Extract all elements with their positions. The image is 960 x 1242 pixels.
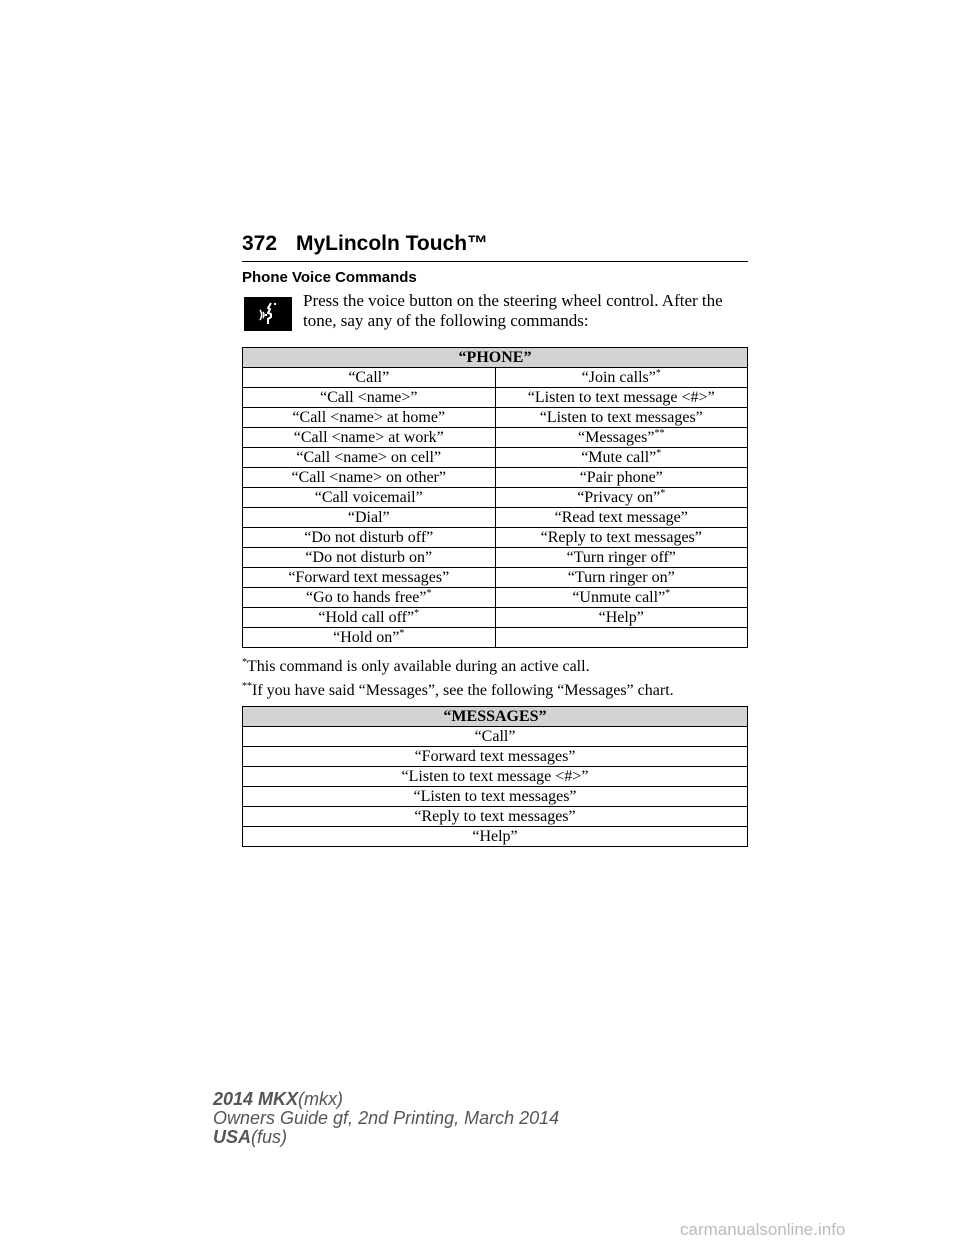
table-cell <box>243 588 496 608</box>
table-cell <box>495 368 748 388</box>
footer-market-code: (fus) <box>251 1127 288 1147</box>
command-text: “Read text message” <box>554 509 688 526</box>
footnote-text: This command is only available during an active call. <box>247 658 590 675</box>
table-row <box>243 368 748 388</box>
table-row <box>243 528 748 548</box>
command-text: “Listen to text messages” <box>539 409 703 426</box>
footer-market: USA <box>213 1127 252 1147</box>
command-text: “Call” <box>348 369 390 386</box>
table-cell <box>495 528 748 548</box>
table-cell <box>495 628 748 648</box>
command-text: “Privacy on” <box>577 489 661 506</box>
command-text: “Join calls” <box>581 369 656 386</box>
table-row <box>243 548 748 568</box>
table-row <box>243 388 748 408</box>
command-text: “Call <name> on other” <box>291 469 446 486</box>
footer-line-model <box>213 1090 559 1109</box>
table-row <box>243 827 748 847</box>
table-row <box>243 508 748 528</box>
footnote-mark: * <box>426 588 432 599</box>
table-cell <box>495 488 748 508</box>
page-header <box>242 231 748 262</box>
command-text: “Call <name> at home” <box>292 409 446 426</box>
footer-line-market <box>213 1128 559 1147</box>
table-cell <box>243 528 496 548</box>
footnote-mark: * <box>665 588 671 599</box>
command-text: “Hold call off” <box>318 609 415 626</box>
table-cell: “Forward text messages” <box>243 747 748 767</box>
table-cell <box>495 588 748 608</box>
table-row <box>243 727 748 747</box>
command-text: “Pair phone” <box>579 469 663 486</box>
table-row <box>243 468 748 488</box>
page-number: 372 <box>242 232 278 255</box>
command-text: “Call <name> at work” <box>293 429 444 446</box>
table-cell <box>495 388 748 408</box>
table-cell <box>243 628 496 648</box>
command-text: “Turn ringer off” <box>566 549 676 566</box>
table-cell <box>495 548 748 568</box>
command-text: “Reply to text messages” <box>540 529 702 546</box>
table-cell <box>495 428 748 448</box>
messages-table-title: “MESSAGES” <box>243 707 748 727</box>
table-cell <box>243 488 496 508</box>
table-cell: “Listen to text messages” <box>243 787 748 807</box>
table-cell <box>495 608 748 628</box>
chapter-title: MyLincoln Touch™ <box>296 232 489 255</box>
footnote-single-asterisk <box>242 657 590 677</box>
watermark: carmanualsonline.info <box>680 1220 846 1239</box>
table-cell: “Call” <box>243 727 748 747</box>
table-cell: “Help” <box>243 827 748 847</box>
table-row <box>243 568 748 588</box>
table-row <box>243 608 748 628</box>
table-cell <box>243 508 496 528</box>
command-text: “Listen to text message <#>” <box>527 389 715 406</box>
command-text: “Call <name> on cell” <box>296 449 442 466</box>
table-row <box>243 588 748 608</box>
table-cell <box>495 408 748 428</box>
command-text: “Do not disturb on” <box>305 549 433 566</box>
command-text: “Call <name>” <box>319 389 418 406</box>
phone-table-title: “PHONE” <box>243 348 748 368</box>
table-cell: “Reply to text messages” <box>243 807 748 827</box>
footnote-mark: * <box>399 628 405 639</box>
voice-button-icon <box>244 297 292 331</box>
footnote-double-asterisk <box>242 681 674 701</box>
table-cell <box>495 568 748 588</box>
footnote-mark: ** <box>242 681 252 692</box>
intro-text: Press the voice button on the steering wheel control. After the tone, say any of the following commands: <box>303 291 723 330</box>
table-cell <box>243 568 496 588</box>
footnote-mark: ** <box>654 428 665 439</box>
command-text: “Go to hands free” <box>306 589 427 606</box>
table-row <box>243 408 748 428</box>
footnote-text: If you have said “Messages”, see the following “Messages” chart. <box>252 682 674 699</box>
table-row <box>243 428 748 448</box>
table-cell <box>243 448 496 468</box>
table-row <box>243 488 748 508</box>
table-header-row <box>243 348 748 368</box>
section-heading: Phone Voice Commands <box>242 269 417 286</box>
table-row <box>243 747 748 767</box>
command-text: “Do not disturb off” <box>304 529 434 546</box>
footer-model-code: (mkx) <box>298 1089 344 1109</box>
table-header-row <box>243 707 748 727</box>
table-row <box>243 767 748 787</box>
command-text: “Call voicemail” <box>314 489 423 506</box>
table-cell: “Listen to text message <#>” <box>243 767 748 787</box>
command-text: “Mute call” <box>581 449 657 466</box>
footnote-mark: * <box>414 608 420 619</box>
command-text: “Turn ringer on” <box>567 569 675 586</box>
command-text: “Forward text messages” <box>288 569 450 586</box>
table-cell <box>495 448 748 468</box>
table-cell <box>495 468 748 488</box>
table-row <box>243 807 748 827</box>
command-text: “Unmute call” <box>572 589 666 606</box>
command-text: “Dial” <box>347 509 390 526</box>
table-cell <box>243 548 496 568</box>
table-cell <box>243 468 496 488</box>
command-text: “Hold on” <box>333 629 400 646</box>
footnote-mark: * <box>660 488 666 499</box>
table-cell <box>243 388 496 408</box>
table-cell <box>243 368 496 388</box>
footnote-mark: * <box>656 448 662 459</box>
phone-commands-table <box>242 347 748 648</box>
messages-commands-table <box>242 706 748 847</box>
command-text: “Messages” <box>578 429 655 446</box>
table-row <box>243 628 748 648</box>
table-row <box>243 787 748 807</box>
document-footer <box>213 1090 559 1147</box>
table-cell <box>243 408 496 428</box>
table-cell <box>243 608 496 628</box>
footnote-mark: * <box>242 657 247 668</box>
footer-model: 2014 MKX <box>213 1089 299 1109</box>
table-cell <box>243 428 496 448</box>
footnote-mark: * <box>655 368 661 379</box>
table-cell <box>495 508 748 528</box>
footer-line-guide: Owners Guide gf, 2nd Printing, March 2014 <box>213 1108 560 1128</box>
command-text: “Help” <box>598 609 644 626</box>
table-row <box>243 448 748 468</box>
